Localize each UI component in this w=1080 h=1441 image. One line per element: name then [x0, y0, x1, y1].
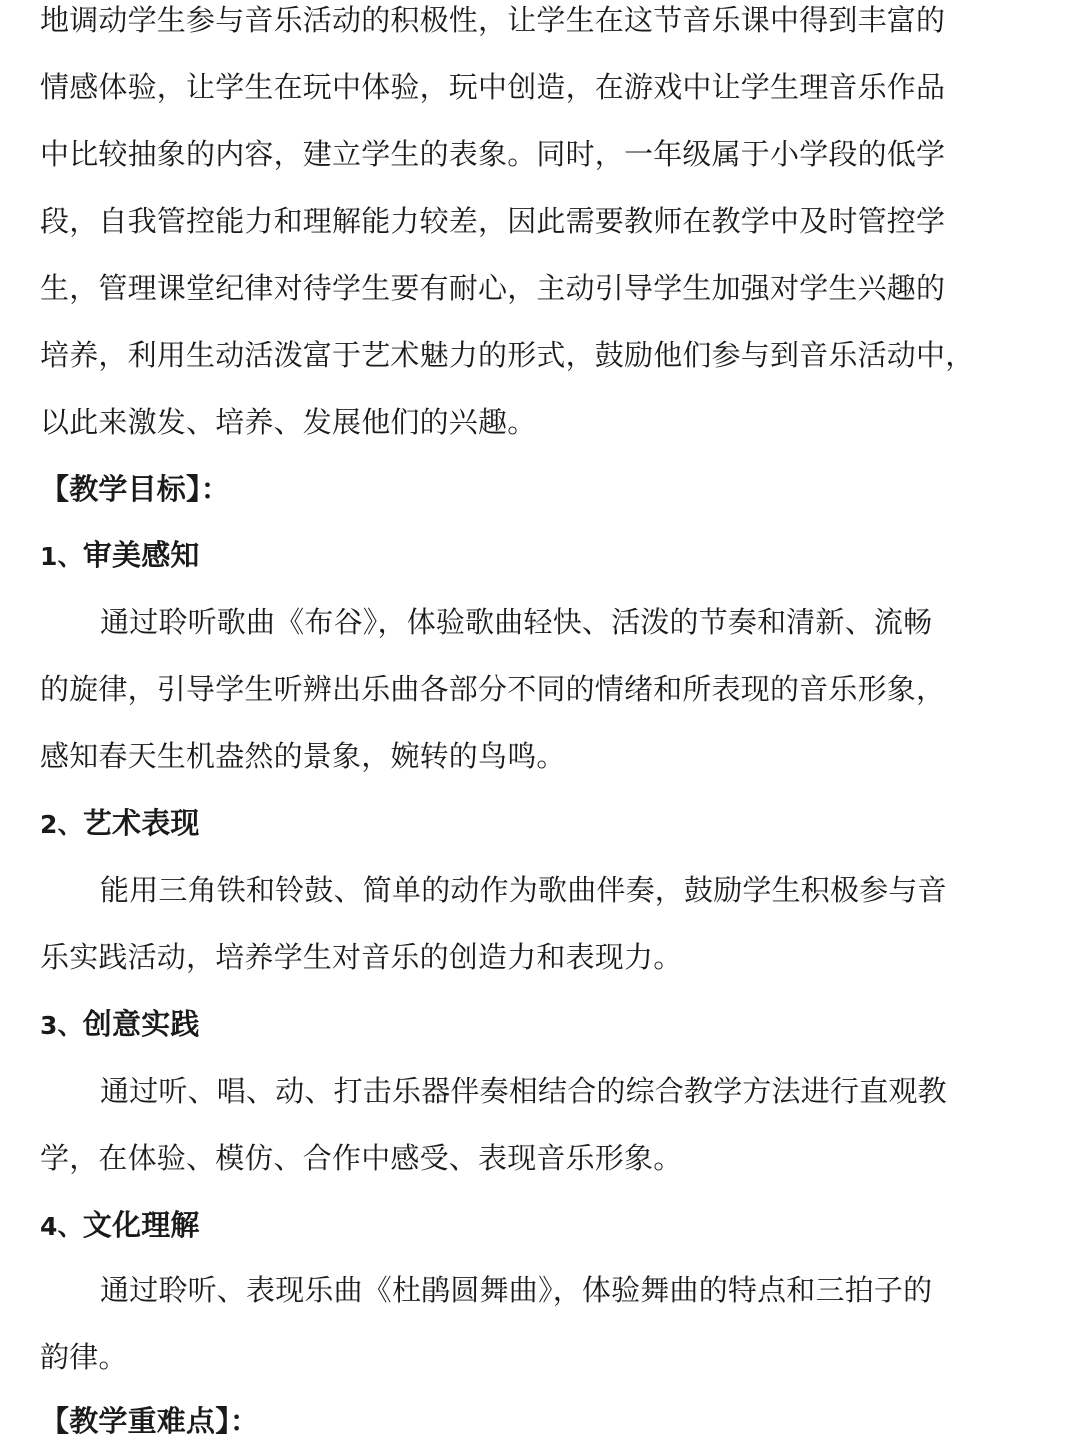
objective-number: 1、 — [40, 542, 83, 571]
objective-label: 创意实践 — [82, 1007, 200, 1041]
objective-number: 3、 — [40, 1011, 83, 1040]
objective-body-line: 的旋律，引导学生听辨出乐曲各部分不同的情绪和所表现的音乐形象， — [40, 672, 946, 706]
objective-body-line: 能用三角铁和铃鼓、简单的动作为歌曲伴奏，鼓励学生积极参与音 — [100, 873, 947, 907]
objectives-heading: 【教学目标】： — [40, 472, 230, 506]
objective-title — [40, 535, 970, 575]
objective-title — [40, 1004, 970, 1044]
objective-body-line: 通过听、唱、动、打击乐器伴奏相结合的综合教学方法进行直观教 — [100, 1074, 947, 1108]
objective-number: 4、 — [40, 1212, 83, 1241]
objective-label: 艺术表现 — [82, 806, 200, 840]
objective-body-line: 通过聆听、表现乐曲《杜鹃圆舞曲》，体验舞曲的特点和三拍子的 — [100, 1273, 933, 1307]
objective-title — [40, 1205, 970, 1245]
objective-body-line: 学，在体验、模仿、合作中感受、表现音乐形象。 — [40, 1141, 683, 1175]
intro-line: 地调动学生参与音乐活动的积极性，让学生在这节音乐课中得到丰富的 — [40, 3, 946, 37]
objective-title — [40, 803, 970, 843]
objective-body-line: 感知春天生机盎然的景象，婉转的鸟鸣。 — [40, 739, 566, 773]
key-points-heading: 【教学重难点】： — [40, 1404, 260, 1438]
intro-line: 以此来激发、培养、发展他们的兴趣。 — [40, 405, 537, 439]
objective-body-line: 韵律。 — [40, 1340, 128, 1374]
objective-label: 文化理解 — [82, 1208, 200, 1242]
objective-body-line: 通过聆听歌曲《布谷》，体验歌曲轻快、活泼的节奏和清新、流畅 — [100, 605, 933, 639]
objective-number: 2、 — [40, 810, 83, 839]
intro-line: 培养，利用生动活泼富于艺术魅力的形式，鼓励他们参与到音乐活动中， — [40, 338, 975, 372]
intro-line: 段，自我管控能力和理解能力较差，因此需要教师在教学中及时管控学 — [40, 204, 946, 238]
intro-line: 情感体验，让学生在玩中体验，玩中创造，在游戏中让学生理音乐作品 — [40, 70, 946, 104]
objective-body-line: 乐实践活动，培养学生对音乐的创造力和表现力。 — [40, 940, 683, 974]
intro-line: 生，管理课堂纪律对待学生要有耐心，主动引导学生加强对学生兴趣的 — [40, 271, 946, 305]
objective-label: 审美感知 — [82, 538, 200, 572]
intro-line: 中比较抽象的内容，建立学生的表象。同时，一年级属于小学段的低学 — [40, 137, 946, 171]
